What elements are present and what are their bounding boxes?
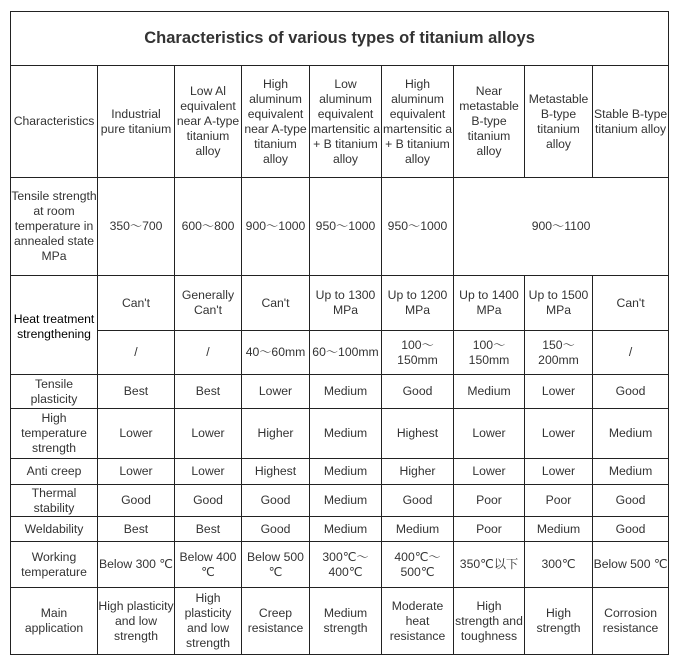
table-cell: Can't (242, 276, 310, 331)
table-row (11, 517, 669, 542)
tensile-strength-row (11, 178, 669, 276)
header-characteristics: Characteristics (11, 66, 98, 178)
heat-treatment-row-2 (11, 331, 669, 375)
table-cell: Good (382, 485, 454, 517)
table-cell: Medium (310, 409, 382, 459)
table-cell: Can't (593, 276, 669, 331)
header-high-al-near-a: High aluminum equivalent near A-type titanium alloy (242, 66, 310, 178)
table-cell: Up to 1300 MPa (310, 276, 382, 331)
table-cell: Best (175, 375, 242, 409)
header-stable-b: Stable B-type titanium alloy (593, 66, 669, 178)
row-label: Tensile plasticity (11, 375, 98, 409)
row-label: High temperature strength (11, 409, 98, 459)
table-cell: Medium strength (310, 588, 382, 655)
table-cell: Below 500 ℃ (593, 542, 669, 588)
table-cell: 900～1100 (454, 178, 669, 276)
table-cell: 400℃～500℃ (382, 542, 454, 588)
table-cell: Medium (382, 517, 454, 542)
table-cell: Lower (525, 409, 593, 459)
table-row (11, 375, 669, 409)
table-cell: 40～60mm (242, 331, 310, 375)
row-label: Tensile strength at room temperature in annealed state MPa (11, 178, 98, 276)
table-row (11, 485, 669, 517)
row-label: Main application (11, 588, 98, 655)
table-cell: Best (175, 517, 242, 542)
table-cell: High plasticity and low strength (175, 588, 242, 655)
table-cell: Up to 1500 MPa (525, 276, 593, 331)
table-cell: Poor (454, 485, 525, 517)
header-near-metastable-b: Near metastable B-type titanium alloy (454, 66, 525, 178)
table-cell: Medium (525, 517, 593, 542)
table-cell: Higher (382, 459, 454, 485)
table-cell: High strength and toughness (454, 588, 525, 655)
table-cell: Good (382, 375, 454, 409)
row-label: Heat treatment strengthening (11, 276, 98, 375)
table-cell: Best (98, 517, 175, 542)
table-cell: Up to 1400 MPa (454, 276, 525, 331)
table-title: Characteristics of various types of titanium alloys (11, 12, 669, 66)
table-cell: 350～700 (98, 178, 175, 276)
table-cell: Poor (454, 517, 525, 542)
table-cell: Lower (175, 459, 242, 485)
table-row (11, 459, 669, 485)
table-cell: Medium (310, 375, 382, 409)
table-cell: Good (242, 517, 310, 542)
row-label: Working temperature (11, 542, 98, 588)
table-cell: Medium (310, 517, 382, 542)
table-cell: 100～150mm (454, 331, 525, 375)
table-row (11, 542, 669, 588)
titanium-alloys-table (10, 11, 669, 655)
table-cell: Poor (525, 485, 593, 517)
table-cell: Corrosion resistance (593, 588, 669, 655)
header-low-al-martensitic: Low aluminum equivalent martensitic a + B titanium alloy (310, 66, 382, 178)
table-cell: Good (98, 485, 175, 517)
row-label: Thermal stability (11, 485, 98, 517)
table-cell: Good (593, 375, 669, 409)
heat-treatment-row-1 (11, 276, 669, 331)
table-cell: 100～150mm (382, 331, 454, 375)
table-cell: / (593, 331, 669, 375)
table-row (11, 588, 669, 655)
table-cell: Good (593, 485, 669, 517)
table-cell: Good (593, 517, 669, 542)
table-cell: 950～1000 (382, 178, 454, 276)
table-cell: Lower (454, 459, 525, 485)
row-label: Anti creep (11, 459, 98, 485)
table-cell: High strength (525, 588, 593, 655)
header-metastable-b: Metastable B-type titanium alloy (525, 66, 593, 178)
table-cell: 300℃～400℃ (310, 542, 382, 588)
table-cell: Lower (454, 409, 525, 459)
table-cell: 300℃ (525, 542, 593, 588)
table-cell: Lower (175, 409, 242, 459)
table-cell: Medium (454, 375, 525, 409)
table-cell: High plasticity and low strength (98, 588, 175, 655)
table-cell: Lower (525, 459, 593, 485)
table-cell: 350℃以下 (454, 542, 525, 588)
table-cell: Below 400 ℃ (175, 542, 242, 588)
table-cell: Can't (98, 276, 175, 331)
table-cell: Good (242, 485, 310, 517)
table-cell: Medium (310, 485, 382, 517)
table-cell: Higher (242, 409, 310, 459)
table-cell: 900～1000 (242, 178, 310, 276)
table-cell: Generally Can't (175, 276, 242, 331)
table-cell: Below 300 ℃ (98, 542, 175, 588)
table-cell: Creep resistance (242, 588, 310, 655)
row-label: Weldability (11, 517, 98, 542)
table-cell: 950～1000 (310, 178, 382, 276)
table-cell: Up to 1200 MPa (382, 276, 454, 331)
table-cell: 600～800 (175, 178, 242, 276)
header-high-al-martensitic: High aluminum equivalent martensitic a + B titanium alloy (382, 66, 454, 178)
table-cell: Medium (593, 459, 669, 485)
header-row (11, 66, 669, 178)
table-cell: / (175, 331, 242, 375)
table-cell: Highest (242, 459, 310, 485)
table-cell: Highest (382, 409, 454, 459)
table-cell: Below 500 ℃ (242, 542, 310, 588)
table-cell: Best (98, 375, 175, 409)
header-industrial-pure-titanium: Industrial pure titanium (98, 66, 175, 178)
table-cell: Lower (525, 375, 593, 409)
table-cell: Medium (310, 459, 382, 485)
table-cell: 150～200mm (525, 331, 593, 375)
table-cell: Moderate heat resistance (382, 588, 454, 655)
table-row (11, 409, 669, 459)
table-cell: Lower (98, 459, 175, 485)
table-cell: Good (175, 485, 242, 517)
table-cell: Lower (242, 375, 310, 409)
table-cell: 60～100mm (310, 331, 382, 375)
table-cell: Medium (593, 409, 669, 459)
header-low-al-near-a: Low Al equivalent near A-type titanium alloy (175, 66, 242, 178)
table-cell: / (98, 331, 175, 375)
table-cell: Lower (98, 409, 175, 459)
